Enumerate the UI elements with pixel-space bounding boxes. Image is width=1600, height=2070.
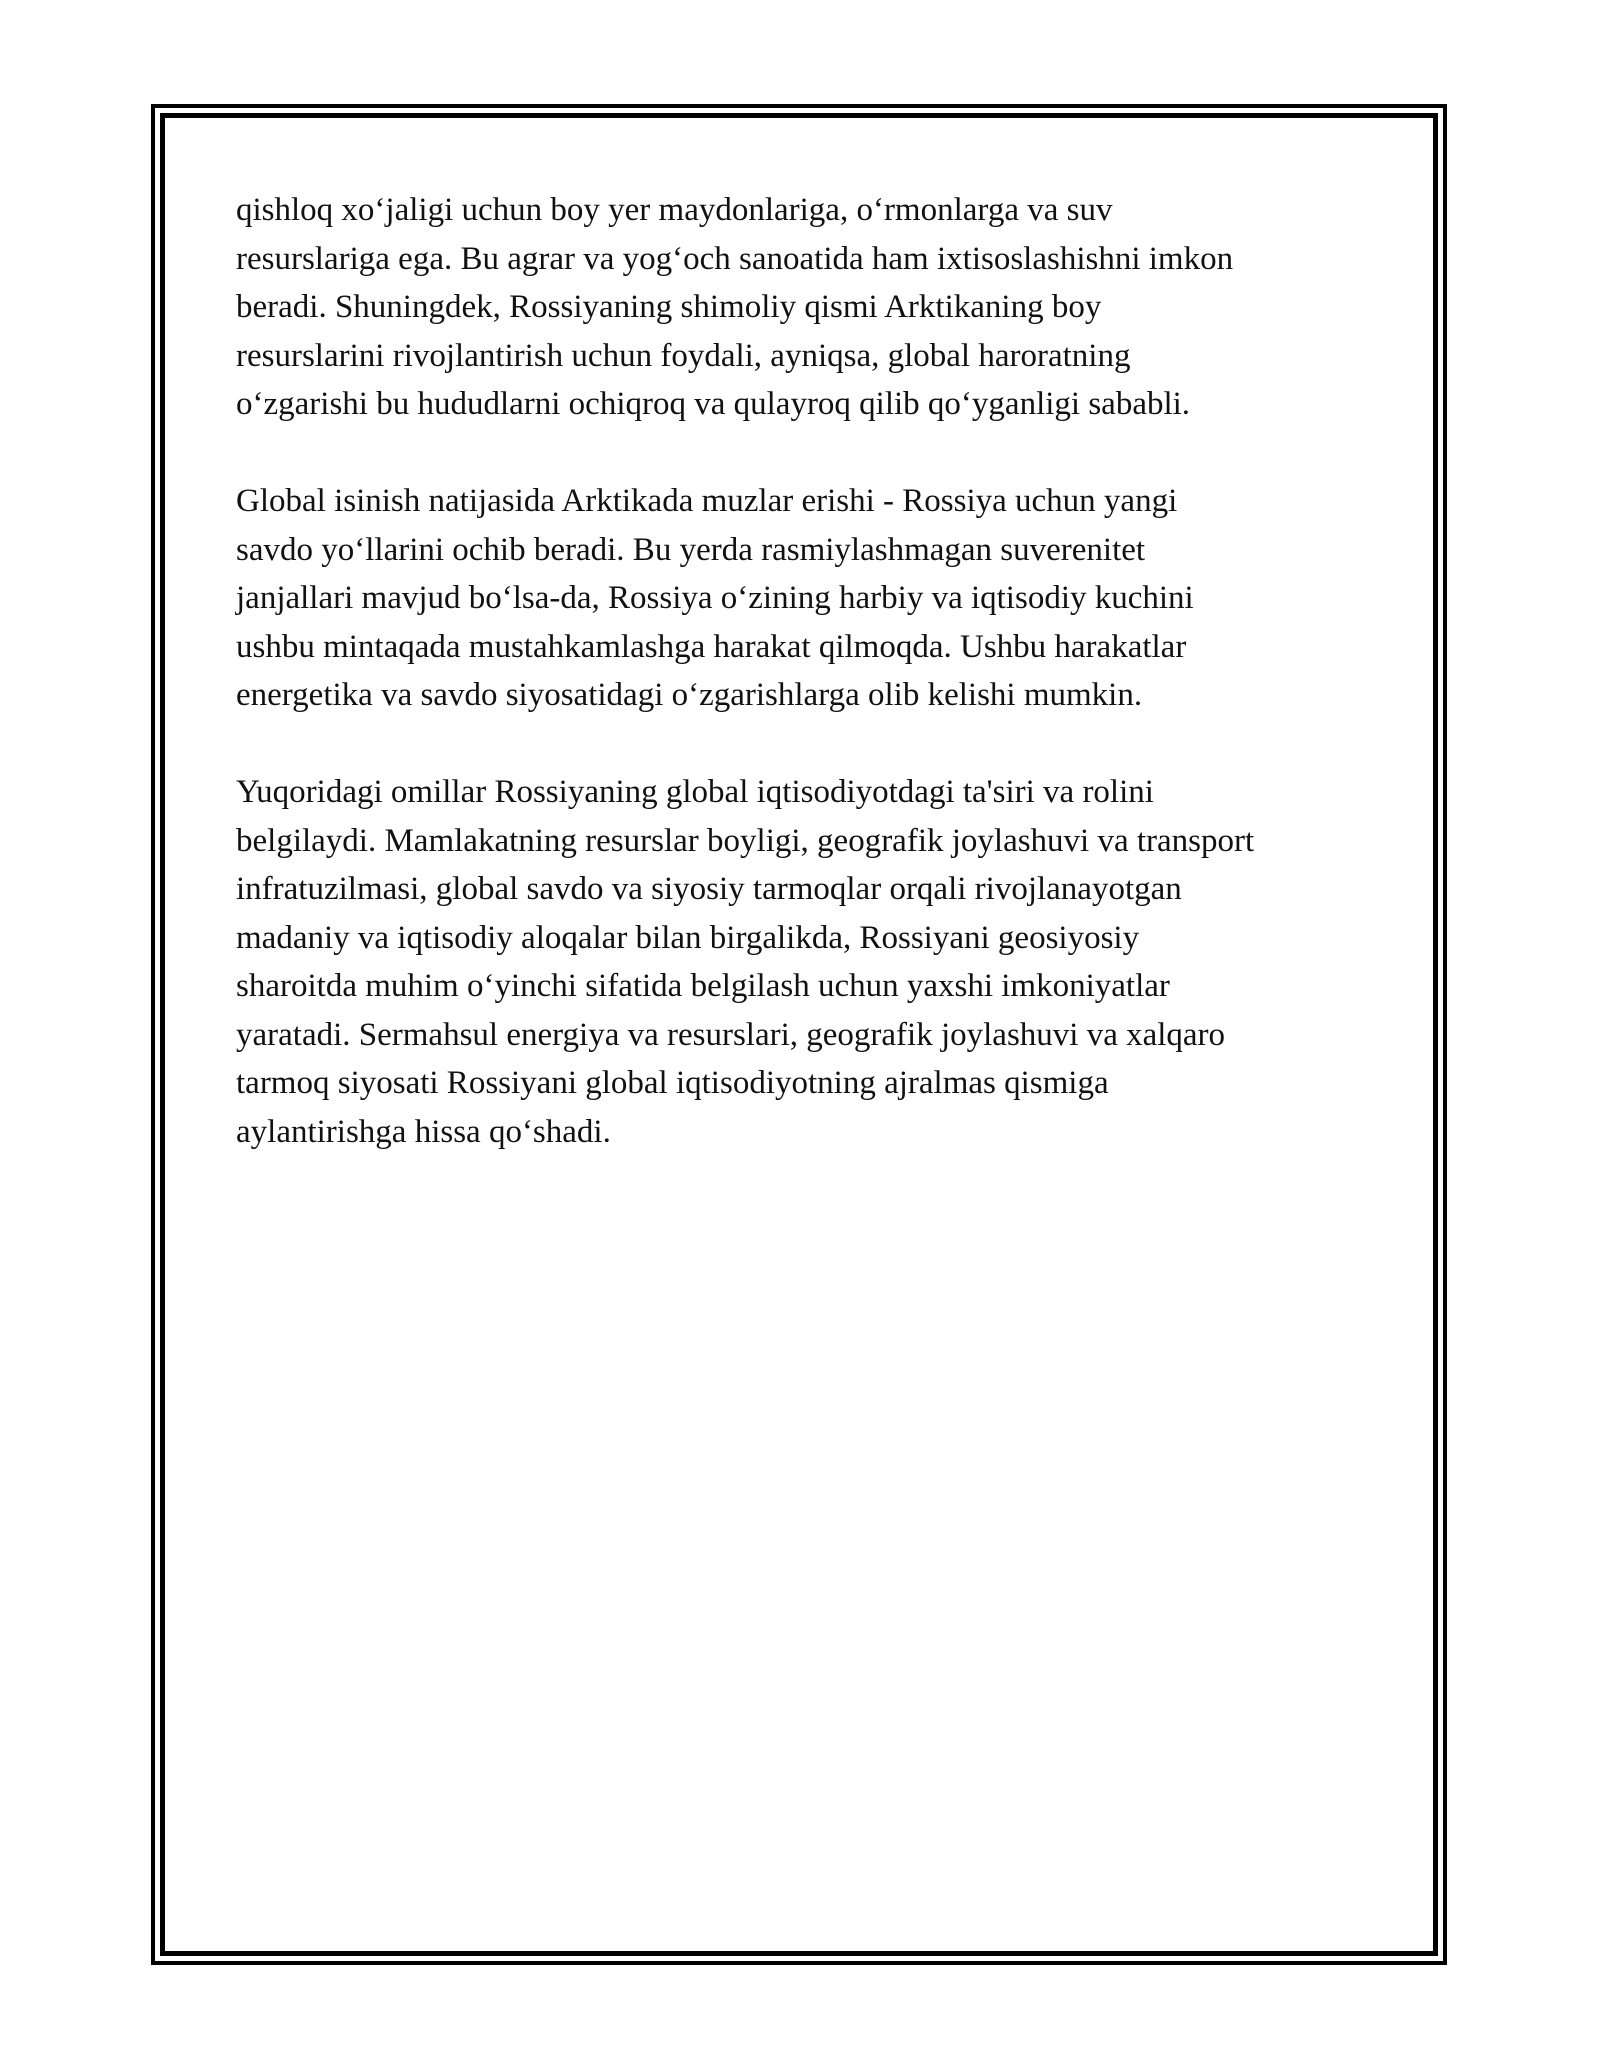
text-line: yaratadi. Sermahsul energiya va resurslari, geografik joylashuvi va xalqaro — [236, 1016, 1226, 1053]
text-line: belgilaydi. Mamlakatning resurslar boyligi, geografik joylashuvi va transport — [236, 822, 1255, 859]
paragraph-3 — [236, 768, 1386, 1156]
text-line: o‘zgarishi bu hududlarni ochiqroq va qulayroq qilib qo‘yganligi sababli. — [236, 386, 1191, 422]
text-line: Yuqoridagi omillar Rossiyaning global iqtisodiyotdagi ta'siri va rolini — [236, 774, 1154, 810]
text-line: infratuzilmasi, global savdo va siyosiy tarmoqlar orqali rivojlanayotgan — [236, 871, 1182, 907]
text-line: resurslarini rivojlantirish uchun foydali, ayniqsa, global haroratning — [236, 337, 1131, 374]
text-line: resurslariga ega. Bu agrar va yog‘och sanoatida ham ixtisoslashishni imkon — [236, 240, 1234, 277]
text-line: aylantirishga hissa qo‘shadi. — [236, 1113, 611, 1150]
text-line: tarmoq siyosati Rossiyani global iqtisodiyotning ajralmas qismiga — [236, 1065, 1109, 1101]
text-line: sharoitda muhim o‘yinchi sifatida belgilash uchun yaxshi imkoniyatlar — [236, 968, 1170, 1004]
paragraph-1 — [236, 186, 1386, 429]
text-line: Global isinish natijasida Arktikada muzlar erishi - Rossiya uchun yangi — [236, 483, 1178, 519]
text-line: qishloq xo‘jaligi uchun boy yer maydonlariga, o‘rmonlarga va suv — [236, 192, 1113, 228]
text-line: beradi. Shuningdek, Rossiyaning shimoliy qismi Arktikaning boy — [236, 289, 1102, 325]
text-line: janjallari mavjud bo‘lsa-da, Rossiya o‘zining harbiy va iqtisodiy kuchini — [236, 580, 1194, 616]
text-line: ushbu mintaqada mustahkamlashga harakat qilmoqda. Ushbu harakatlar — [236, 628, 1187, 665]
text-line: madaniy va iqtisodiy aloqalar bilan birgalikda, Rossiyani geosiyosiy — [236, 919, 1140, 956]
document-body — [236, 186, 1386, 1205]
text-line: savdo yo‘llarini ochib beradi. Bu yerda rasmiylashmagan suverenitet — [236, 531, 1146, 568]
text-line: energetika va savdo siyosatidagi o‘zgarishlarga olib kelishi mumkin. — [236, 677, 1143, 713]
paragraph-2 — [236, 477, 1386, 720]
